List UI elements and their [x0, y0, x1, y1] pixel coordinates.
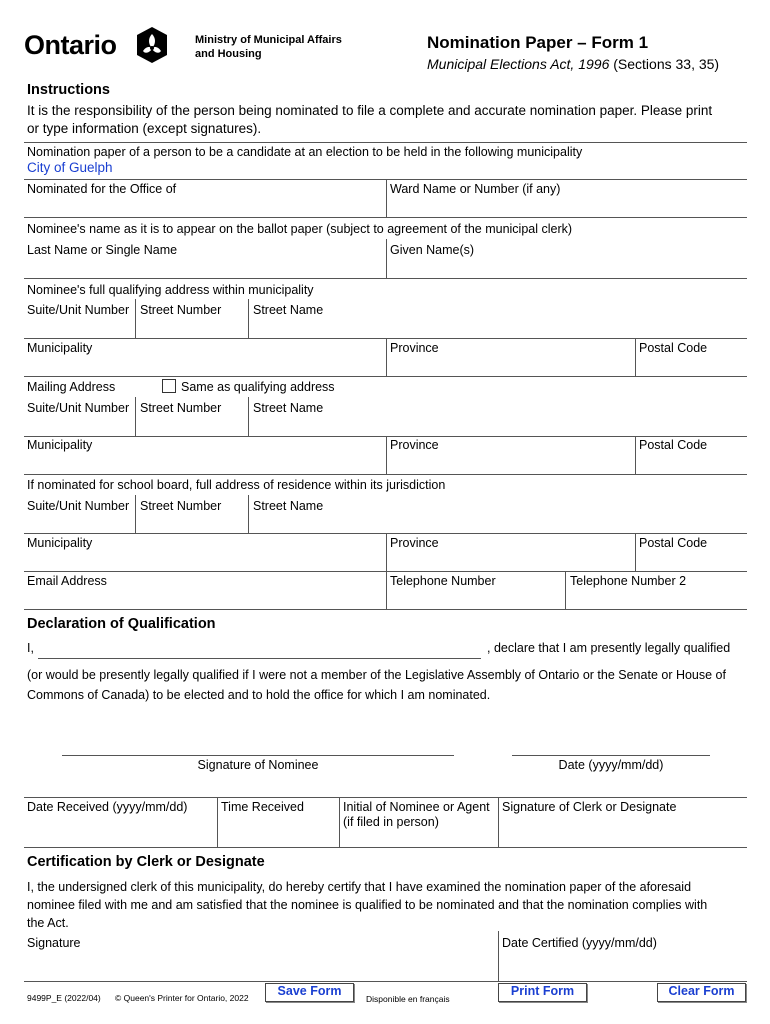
form-number: 9499P_E (2022/04) — [27, 993, 101, 1003]
phone2-label: Telephone Number 2 — [570, 574, 687, 588]
qa-postal-label: Postal Code — [639, 341, 708, 355]
name-section-label: Nominee's name as it is to appear on the ballot paper (subject to agreement of the municipal clerk) — [27, 222, 573, 236]
trillium-icon — [134, 26, 170, 69]
nominee-signature-label: Signature of Nominee — [197, 758, 319, 772]
office-field[interactable] — [24, 197, 386, 217]
sb-postal-field[interactable] — [636, 551, 747, 571]
mailing-address-label: Mailing Address — [27, 380, 116, 394]
ward-label: Ward Name or Number (if any) — [390, 182, 561, 196]
logo-wordmark: Ontario — [24, 30, 117, 60]
nominee-date-label: Date (yyyy/mm/dd) — [558, 758, 664, 772]
copyright: © Queen's Printer for Ontario, 2022 — [115, 993, 249, 1003]
municipality-value[interactable]: City of Guelph — [27, 160, 113, 175]
ma-postal-label: Postal Code — [639, 438, 708, 452]
qa-street-number-field[interactable] — [136, 318, 248, 338]
ministry-line-1: Ministry of Municipal Affairs — [195, 34, 342, 46]
same-as-checkbox[interactable] — [162, 379, 176, 393]
declaration-body-1: (or would be presently legally qualified if I were not a member of the Legislative Assembly of Ontario or the Senate or House of — [27, 668, 726, 682]
french-version-note: Disponible en français — [366, 994, 450, 1004]
ward-field[interactable] — [387, 197, 747, 217]
phone2-field[interactable] — [566, 589, 747, 609]
rule — [24, 797, 747, 798]
ma-municipality-field[interactable] — [24, 454, 386, 474]
last-name-field[interactable] — [24, 258, 386, 278]
municipality-label: Nomination paper of a person to be a candidate at an election to be held in the following municipality — [27, 145, 583, 159]
certification-signature-label: Signature — [27, 936, 81, 950]
declaration-body-2: Commons of Canada) to be elected and to hold the office for which I am nominated. — [27, 688, 491, 702]
time-received-label: Time Received — [221, 800, 304, 814]
ministry-name — [195, 33, 342, 61]
ma-street-name-field[interactable] — [249, 416, 747, 436]
initial-label-2: (if filed in person) — [343, 815, 439, 829]
phone-field[interactable] — [387, 589, 565, 609]
rule — [24, 609, 747, 610]
sb-province-field[interactable] — [387, 551, 635, 571]
ma-province-field[interactable] — [387, 454, 635, 474]
rule — [24, 847, 747, 848]
school-board-address-label: If nominated for school board, full address of residence within its jurisdiction — [27, 478, 446, 492]
given-name-label: Given Name(s) — [390, 243, 475, 257]
rule — [24, 981, 747, 982]
instructions-text-2: or type information (except signatures). — [27, 121, 262, 136]
sb-street-number-label: Street Number — [140, 499, 222, 513]
qa-street-name-field[interactable] — [249, 318, 747, 338]
sb-municipality-label: Municipality — [27, 536, 93, 550]
qa-postal-field[interactable] — [636, 356, 747, 376]
sb-suite-label: Suite/Unit Number — [27, 499, 130, 513]
clear-form-button[interactable]: Clear Form — [657, 983, 746, 1002]
qa-suite-field[interactable] — [24, 318, 135, 338]
ma-municipality-label: Municipality — [27, 438, 93, 452]
nominee-date-field[interactable] — [512, 737, 710, 755]
date-certified-label: Date Certified (yyyy/mm/dd) — [502, 936, 657, 950]
rule — [24, 376, 747, 377]
rule — [24, 278, 747, 279]
divider — [339, 797, 340, 847]
date-received-label: Date Received (yyyy/mm/dd) — [27, 800, 188, 814]
email-field[interactable] — [24, 589, 386, 609]
rule — [24, 217, 747, 218]
form-title: Nomination Paper – Form 1 — [427, 33, 649, 52]
ma-suite-field[interactable] — [24, 416, 135, 436]
sb-street-name-field[interactable] — [249, 514, 747, 533]
act-name: Municipal Elections Act, 1996 — [427, 56, 610, 72]
nominee-date-line — [512, 755, 710, 756]
declaration-declare-text: , declare that I am presently legally qualified — [487, 641, 731, 655]
email-label: Email Address — [27, 574, 107, 588]
given-name-field[interactable] — [387, 258, 747, 278]
qa-street-number-label: Street Number — [140, 303, 222, 317]
declarant-name-line — [38, 658, 481, 659]
qualifying-address-label: Nominee's full qualifying address within municipality — [27, 283, 314, 297]
same-as-label: Same as qualifying address — [181, 380, 335, 394]
qa-municipality-label: Municipality — [27, 341, 93, 355]
sb-postal-label: Postal Code — [639, 536, 708, 550]
sb-suite-field[interactable] — [24, 514, 135, 533]
ma-province-label: Province — [390, 438, 439, 452]
ma-street-number-label: Street Number — [140, 401, 222, 415]
declarant-name-field[interactable] — [38, 640, 481, 658]
divider — [498, 797, 499, 847]
ministry-line-2: and Housing — [195, 48, 262, 60]
sb-street-number-field[interactable] — [136, 514, 248, 533]
divider — [217, 797, 218, 847]
certification-body-1: I, the undersigned clerk of this municipality, do hereby certify that I have examined the nomination paper of the aforesaid — [27, 880, 692, 894]
ma-suite-label: Suite/Unit Number — [27, 401, 130, 415]
sb-street-name-label: Street Name — [253, 499, 324, 513]
last-name-label: Last Name or Single Name — [27, 243, 178, 257]
instructions-text-1: It is the responsibility of the person being nominated to file a complete and accurate nomination paper. Please print — [27, 103, 713, 118]
rule — [24, 142, 747, 143]
qa-province-field[interactable] — [387, 356, 635, 376]
sb-province-label: Province — [390, 536, 439, 550]
save-form-button[interactable]: Save Form — [265, 983, 354, 1002]
office-label: Nominated for the Office of — [27, 182, 177, 196]
sb-municipality-field[interactable] — [24, 551, 386, 571]
rule — [24, 474, 747, 475]
act-sections: (Sections 33, 35) — [609, 56, 720, 72]
ma-street-name-label: Street Name — [253, 401, 324, 415]
nominee-signature-line — [62, 755, 454, 756]
qa-street-name-label: Street Name — [253, 303, 324, 317]
certification-heading: Certification by Clerk or Designate — [27, 854, 265, 870]
declaration-i-label: I, — [27, 641, 34, 655]
initial-label-1: Initial of Nominee or Agent — [343, 800, 490, 814]
ma-postal-field[interactable] — [636, 454, 747, 474]
instructions-heading: Instructions — [27, 82, 110, 98]
clerk-signature-label: Signature of Clerk or Designate — [502, 800, 677, 814]
ontario-logo — [24, 26, 174, 66]
certification-body-2: nominee filed with me and am satisfied that the nominee is qualified to be nominated and that the nomination complies with — [27, 898, 708, 912]
qa-suite-label: Suite/Unit Number — [27, 303, 130, 317]
print-form-button[interactable]: Print Form — [498, 983, 587, 1002]
act-reference — [427, 56, 719, 72]
qa-province-label: Province — [390, 341, 439, 355]
date-certified-field[interactable] — [499, 952, 747, 980]
declaration-heading: Declaration of Qualification — [27, 616, 216, 632]
qa-municipality-field[interactable] — [24, 356, 386, 376]
ma-street-number-field[interactable] — [136, 416, 248, 436]
certification-body-3: the Act. — [27, 916, 69, 930]
phone-label: Telephone Number — [390, 574, 496, 588]
